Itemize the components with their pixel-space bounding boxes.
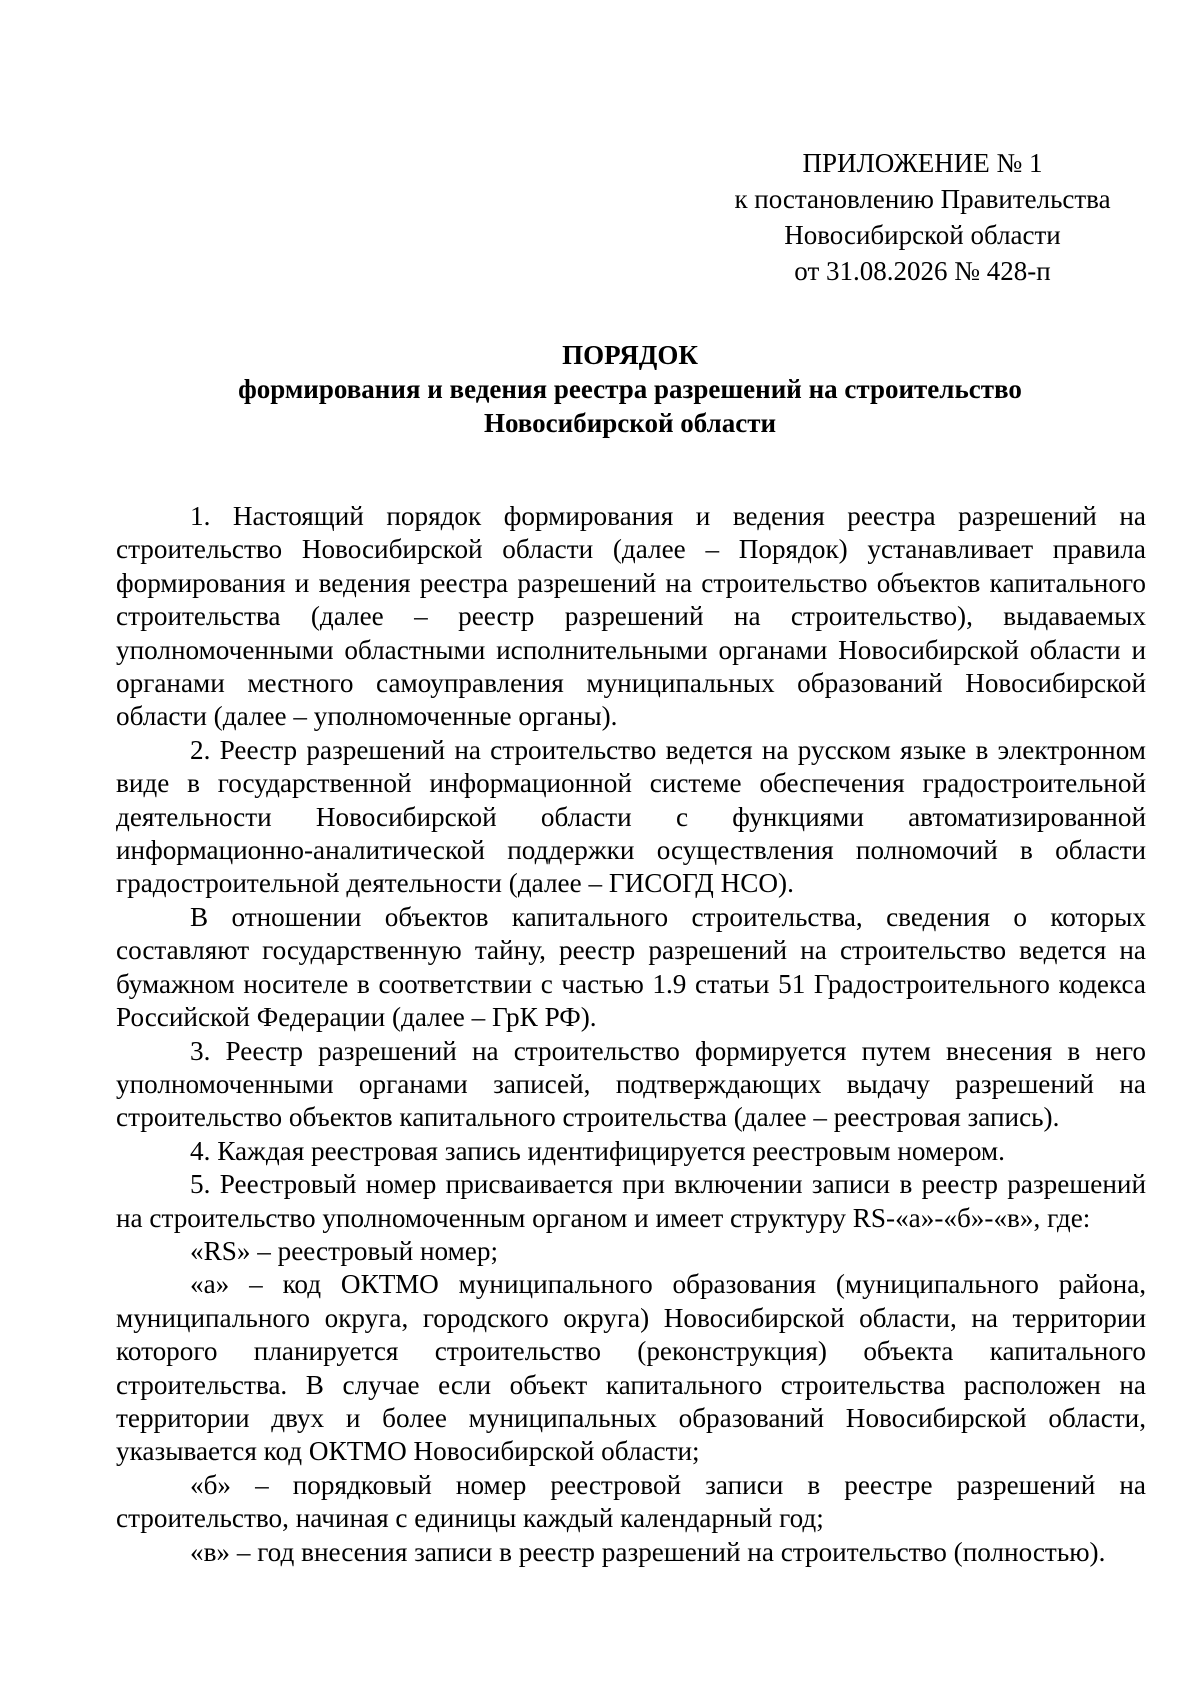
title-subtitle-line2: Новосибирской области (483, 408, 777, 438)
appendix-reference: к постановлению Правительства (734, 184, 1111, 214)
appendix-number: ПРИЛОЖЕНИЕ № 1 (802, 148, 1043, 178)
appendix-date-number: от 31.08.2026 № 428-п (794, 256, 1051, 286)
paragraph-5-b: «б» – порядковый номер реестровой записи в реестре разрешений на строительство, начиная с единицы каждый календарный год; (116, 1469, 1146, 1534)
paragraph-5-rs: «RS» – реестровый номер; (190, 1235, 498, 1266)
paragraph-4: 4. Каждая реестровая запись идентифицируется реестровым номером. (190, 1135, 1005, 1166)
paragraph-2: 2. Реестр разрешений на строительство ведется на русском языке в электронном виде в государственной информационной системе обеспечения градостроительной деятельности Новосибирской области с функциями автоматизированной информационно-аналитической поддержки осуществления полномочий в области градостроительной деятельности (далее – ГИСОГД НСО). (116, 734, 1146, 899)
title-heading: ПОРЯДОК (562, 340, 698, 370)
paragraph-5: 5. Реестровый номер присваивается при включении записи в реестр разрешений на строительство уполномоченным органом и имеет структуру RS-«а»-«б»-«в», где: (116, 1169, 1146, 1233)
appendix-region: Новосибирской области (784, 220, 1061, 250)
paragraph-5-v: «в» – год внесения записи в реестр разрешений на строительство (полностью). (190, 1536, 1106, 1567)
paragraph-1: 1. Настоящий порядок формирования и ведения реестра разрешений на строительство Новосибирской области (далее – Порядок) устанавливает правила формирования и ведения реестра разрешений на строительство объектов капитального строительства (далее – реестр разрешений на строительство), выдаваемых уполномоченными областными исполнительными органами Новосибирской области и органами местного самоуправления муниципальных образований Новосибирской области (далее – уполномоченные органы). (116, 501, 1146, 732)
paragraph-2-secret: В отношении объектов капитального строительства, сведения о которых составляют государственную тайну, реестр разрешений на строительство ведется на бумажном носителе в соответствии с частью 1.9 статьи 51 Градостроительного кодекса Российской Федерации (далее – ГрК РФ). (116, 901, 1146, 1033)
appendix-header (725, 145, 1120, 289)
document-title (115, 338, 1145, 440)
paragraph-3: 3. Реестр разрешений на строительство формируется путем внесения в него уполномоченными органами записей, подтверждающих выдачу разрешений на строительство объектов капитального строительства (далее – реестровая запись). (116, 1035, 1146, 1133)
title-subtitle-line1: формирования и ведения реестра разрешений на строительство (238, 374, 1022, 404)
paragraph-5-a: «а» – код ОКТМО муниципального образования (муниципального района, муниципального округа, городского округа) Новосибирской области, на территории которого планируется строительство (реконструкция) объекта капитального строительства. В случае если объект капитального строительства расположен на территории двух и более муниципальных образований Новосибирской области, указывается код ОКТМО Новосибирской области; (116, 1269, 1146, 1467)
document-body (116, 500, 1146, 1569)
